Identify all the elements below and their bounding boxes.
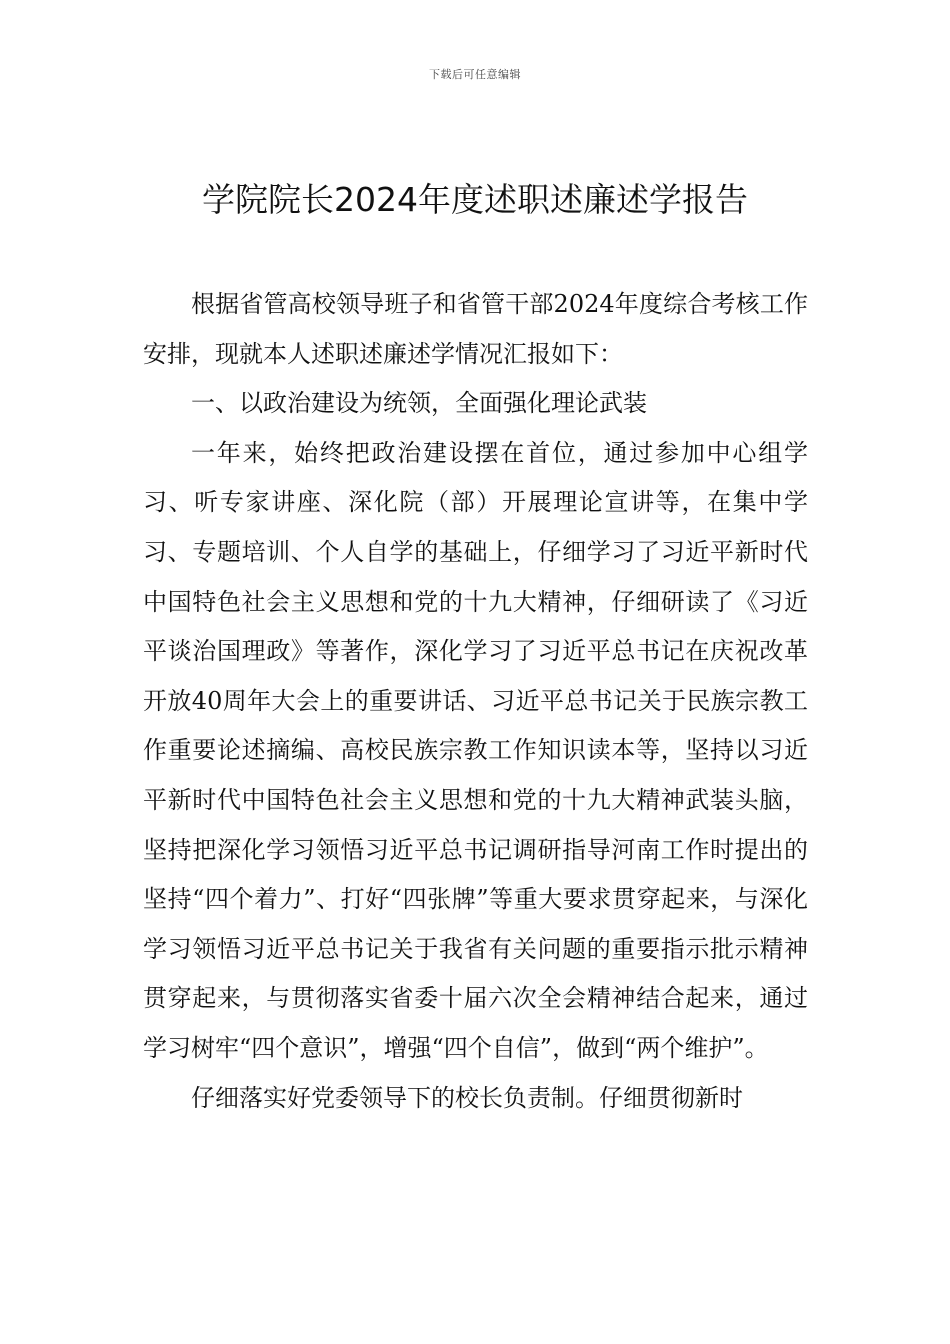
paragraph-president-responsibility: 仔细落实好党委领导下的校长负责制。仔细贯彻新时 [191, 1083, 743, 1112]
header-note: 下载后可任意编辑 [429, 68, 521, 81]
document-title: 学院院长2024年度述职述廉述学报告 [202, 180, 748, 219]
document-body [143, 280, 808, 1123]
section-heading-1: 一、以政治建设为统领，全面强化理论武装 [191, 389, 647, 418]
paragraph-intro: 根据省管高校领导班子和省管干部2024年度综合考核工作安排，现就本人述职述廉述学情况汇报如下： [143, 290, 808, 368]
paragraph-political-study: 一年来，始终把政治建设摆在首位，通过参加中心组学习、听专家讲座、深化院（部）开展理论宣讲等，在集中学习、专题培训、个人自学的基础上，仔细学习了习近平新时代中国特色社会主义思想和党的十九大精神，仔细研读了《习近平谈治国理政》等著作，深化学习了习近平总书记在庆祝改革开放40周年大会上的重要讲话、习近平总书记关于民族宗教工作重要论述摘编、高校民族宗教工作知识读本等，坚持以习近平新时代中国特色社会主义思想和党的十九大精神武装头脑，坚持把深化学习领悟习近平总书记调研指导河南工作时提出的坚持“四个着力”、打好“四张牌”等重大要求贯穿起来，与深化学习领悟习近平总书记关于我省有关问题的重要指示批示精神贯穿起来，与贯彻落实省委十届六次全会精神结合起来，通过学习树牢“四个意识”，增强“四个自信”，做到“两个维护”。 [143, 438, 808, 1062]
